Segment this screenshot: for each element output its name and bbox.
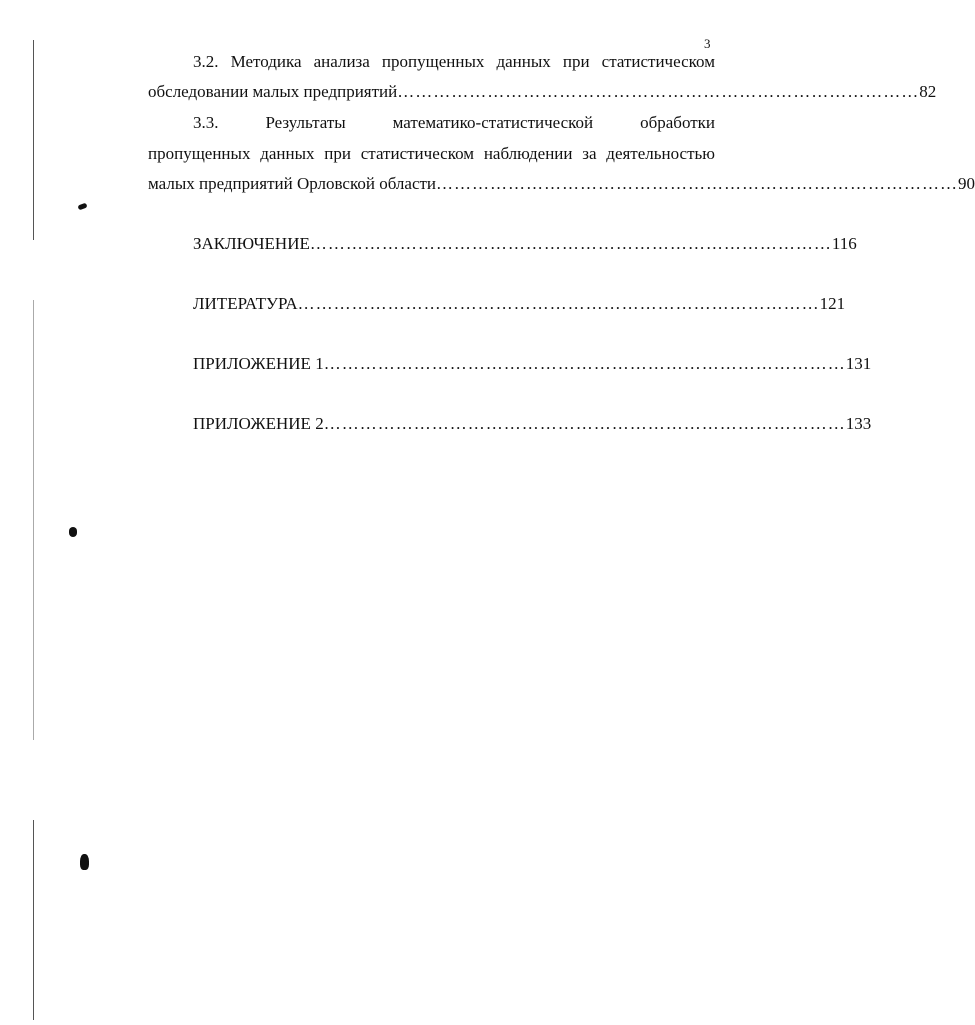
page-number: 3 [704, 36, 711, 51]
toc-word: наблюдении [483, 144, 573, 163]
toc-leader-dots: …………………………………………………………………………… [397, 82, 920, 101]
toc-entry-text: обследовании малых предприятий [148, 82, 398, 101]
toc-entry-text: ЗАКЛЮЧЕНИЕ [193, 234, 310, 253]
toc-entry-text: малых предприятий Орловской области [148, 174, 437, 193]
toc-word: при [562, 52, 590, 71]
toc-word: 3.3. [193, 113, 219, 132]
toc-entry-conclusion [193, 234, 857, 254]
toc-page-ref: 121 [819, 294, 846, 313]
scan-speck [80, 854, 89, 870]
toc-entry-appendix-1 [193, 354, 872, 374]
toc-entry-3-2-line-2 [148, 82, 937, 102]
scan-speck [69, 527, 77, 537]
toc-word: при [324, 144, 351, 163]
toc-leader-dots: …………………………………………………………………………… [436, 174, 959, 193]
toc-entry-3-3-line-3 [148, 174, 975, 194]
scan-speck [77, 203, 87, 211]
toc-word: обработки [640, 113, 715, 132]
toc-word: анализа [313, 52, 370, 71]
scan-edge-line [33, 820, 34, 1020]
toc-leader-dots: …………………………………………………………………………… [323, 414, 846, 433]
toc-word: 3.2. [193, 52, 219, 71]
toc-entry-3-3-line-2 [148, 144, 715, 164]
toc-word: статистическом [360, 144, 475, 163]
toc-word: данных [496, 52, 551, 71]
toc-word: пропущенных [381, 52, 485, 71]
toc-word: Результаты [265, 113, 346, 132]
toc-page-ref: 131 [845, 354, 872, 373]
toc-word: статистическом [601, 52, 715, 71]
scan-edge-line [33, 300, 34, 740]
toc-page-ref: 90 [958, 174, 975, 193]
toc-word: данных [260, 144, 315, 163]
toc-page-ref: 116 [831, 234, 857, 253]
toc-word: за [582, 144, 597, 163]
toc-leader-dots: …………………………………………………………………………… [309, 234, 832, 253]
toc-page-ref: 133 [845, 414, 872, 433]
toc-leader-dots: …………………………………………………………………………… [297, 294, 820, 313]
toc-page-ref: 82 [919, 82, 937, 101]
toc-word: пропущенных [148, 144, 251, 163]
toc-word: математико-статистической [392, 113, 594, 132]
toc-word: деятельностью [606, 144, 715, 163]
toc-entry-3-2-line-1 [193, 52, 715, 72]
toc-entry-text: ПРИЛОЖЕНИЕ 1 [193, 354, 324, 373]
toc-entry-appendix-2 [193, 414, 872, 434]
toc-entry-3-3-line-1 [193, 113, 715, 133]
toc-entry-text: ПРИЛОЖЕНИЕ 2 [193, 414, 324, 433]
toc-entry-literature [193, 294, 846, 314]
toc-word: Методика [230, 52, 302, 71]
toc-leader-dots: …………………………………………………………………………… [323, 354, 846, 373]
toc-entry-text: ЛИТЕРАТУРА [193, 294, 298, 313]
scan-edge-line [33, 40, 34, 240]
